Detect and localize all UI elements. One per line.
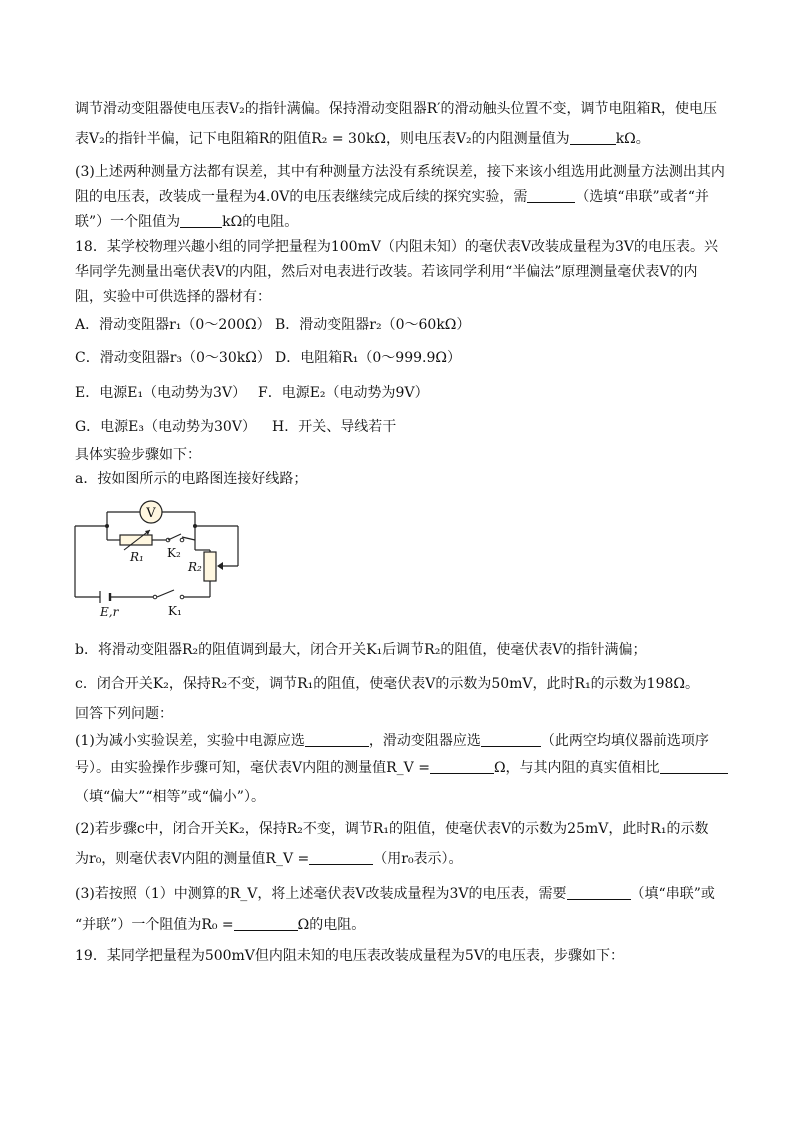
step-c: c．闭合开关K₂，保持R₂不变，调节R₁的阻值，使毫伏表V的示数为50mV，此时R₁的示数为198Ω。 (75, 676, 700, 692)
q2-line-2 (75, 850, 463, 868)
answer-blank[interactable] (570, 130, 616, 145)
voltmeter-label: V (146, 506, 156, 521)
q17-line-2 (75, 130, 650, 148)
answer-blank[interactable] (309, 850, 373, 865)
junction-dot (193, 524, 197, 528)
option-g: G．电源E₃（电动势为30V） (75, 419, 256, 435)
option-e: E．电源E₁（电动势为3V） (75, 385, 247, 401)
q3-line-1 (75, 885, 715, 903)
answer-blank[interactable] (305, 732, 369, 747)
r2-label: R₂ (188, 560, 202, 574)
option-b: B．滑动变阻器r₂（0～60kΩ） (275, 317, 471, 333)
slider-arrow (217, 562, 223, 570)
resistor-r1 (120, 535, 152, 545)
q3-line-2 (75, 916, 365, 934)
option-h: H．开关、导线若干 (272, 419, 397, 435)
q17-line-4a: 阻的电压表，改装成一量程为4.0V的电压表继续完成后续的探究实验，需 (75, 189, 528, 205)
q2-line-2b: （用r₀表示）。 (373, 851, 463, 867)
k2-label: K₂ (167, 546, 181, 560)
q1-line-1c: （此两空均填仪器前选项序 (540, 733, 709, 749)
answer-blank[interactable] (481, 732, 541, 747)
rheostat-r2 (204, 552, 216, 581)
option-d: D．电阻箱R₁（0～999.9Ω） (275, 350, 461, 366)
answer-blank[interactable] (430, 759, 494, 774)
steps-title: 具体实验步骤如下： (75, 447, 201, 463)
q1-line-3: （填“偏大”“相等”或“偏小”）。 (75, 789, 265, 805)
source-label: E,r (100, 605, 119, 619)
q17-line-5b: kΩ的电阻。 (222, 214, 299, 230)
q18-line-1: 18．某学校物理兴趣小组的同学把量程为100mV（内阻未知）的毫伏表V改装成量程为3V的电压表。兴 (75, 239, 719, 255)
q1-line-2 (75, 759, 728, 777)
switch-contact (180, 595, 184, 599)
r1-label: R₁ (130, 550, 144, 564)
option-c: C．滑动变阻器r₃（0～30kΩ） (75, 350, 271, 366)
junction-dot (105, 524, 109, 528)
circuit-diagram (70, 495, 260, 620)
q3-line-2a: “并联”）一个阻值为R₀ = (75, 917, 234, 933)
q17-line-5 (75, 213, 298, 231)
answer-blank[interactable] (660, 759, 728, 774)
q17-line-2-text: 表V₂的指针半偏，记下电阻箱R的阻值R₂ = 30kΩ，则电压表V₂的内阻测量值为 (75, 131, 570, 147)
answer-blank[interactable] (567, 885, 631, 900)
option-a: A．滑动变阻器r₁（0～200Ω） (75, 317, 271, 333)
answer-blank[interactable] (180, 213, 222, 228)
option-f: F．电源E₂（电动势为9V） (258, 385, 429, 401)
q1-line-2b: Ω，与其内阻的真实值相比 (493, 760, 660, 776)
k1-label: K₁ (168, 604, 182, 618)
answer-title: 回答下列问题： (75, 706, 173, 722)
answer-blank[interactable] (234, 916, 298, 931)
q17-line-1: 调节滑动变阻器使电压表V₂的指针满偏。保持滑动变阻器R′的滑动触头位置不变，调节电阻箱R，使电压 (75, 101, 717, 117)
q17-unit: kΩ。 (615, 131, 650, 147)
q3-line-1b: （填“串联”或 (630, 886, 715, 902)
q1-line-1a: (1)为减小实验误差，实验中电源应选 (75, 733, 305, 749)
q3-line-2b: Ω的电阻。 (297, 917, 366, 933)
q1-line-2a: 号）。由实验操作步骤可知，毫伏表V内阻的测量值R_V = (75, 760, 430, 776)
q18-line-2: 华同学先测量出毫伏表V的内阻，然后对电表进行改装。若该同学利用“半偏法”原理测量毫伏表V的内 (75, 264, 698, 280)
q17-line-4 (75, 188, 709, 206)
switch-contact (153, 595, 157, 599)
q2-line-1: (2)若步骤c中，闭合开关K₂，保持R₂不变，调节R₁的阻值，使毫伏表V的示数为25mV，此时R₁的示数 (75, 821, 709, 837)
arrow-head (145, 530, 150, 535)
switch-k1-blade (157, 590, 174, 597)
q17-line-4b: （选填“串联”或者“并 (575, 189, 709, 205)
step-b: b．将滑动变阻器R₂的阻值调到最大，闭合开关K₁后调节R₂的阻值，使毫伏表V的指针满偏； (75, 642, 647, 658)
switch-contact (180, 538, 184, 542)
step-a: a．按如图所示的电路图连接好线路； (75, 471, 308, 487)
q2-line-2a: 为r₀，则毫伏表V内阻的测量值R_V = (75, 851, 310, 867)
q3-line-1a: (3)若按照（1）中测算的R_V，将上述毫伏表V改装成量程为3V的电压表，需要 (75, 886, 567, 902)
switch-k2-blade (168, 534, 181, 540)
q17-line-5a: 联”）一个阻值为 (75, 214, 181, 230)
q17-line-3: (3)上述两种测量方法都有误差，其中有种测量方法没有系统误差，接下来该小组选用此测量方法测出其内 (75, 164, 725, 180)
q1-line-1 (75, 732, 709, 750)
q19-line-1: 19．某同学把量程为500mV但内阻未知的电压表改装成量程为5V的电压表，步骤如下： (75, 948, 624, 964)
q18-line-3: 阻，实验中可供选择的器材有： (75, 289, 271, 305)
answer-blank[interactable] (527, 188, 575, 203)
q1-line-1b: ，滑动变阻器应选 (368, 733, 481, 749)
